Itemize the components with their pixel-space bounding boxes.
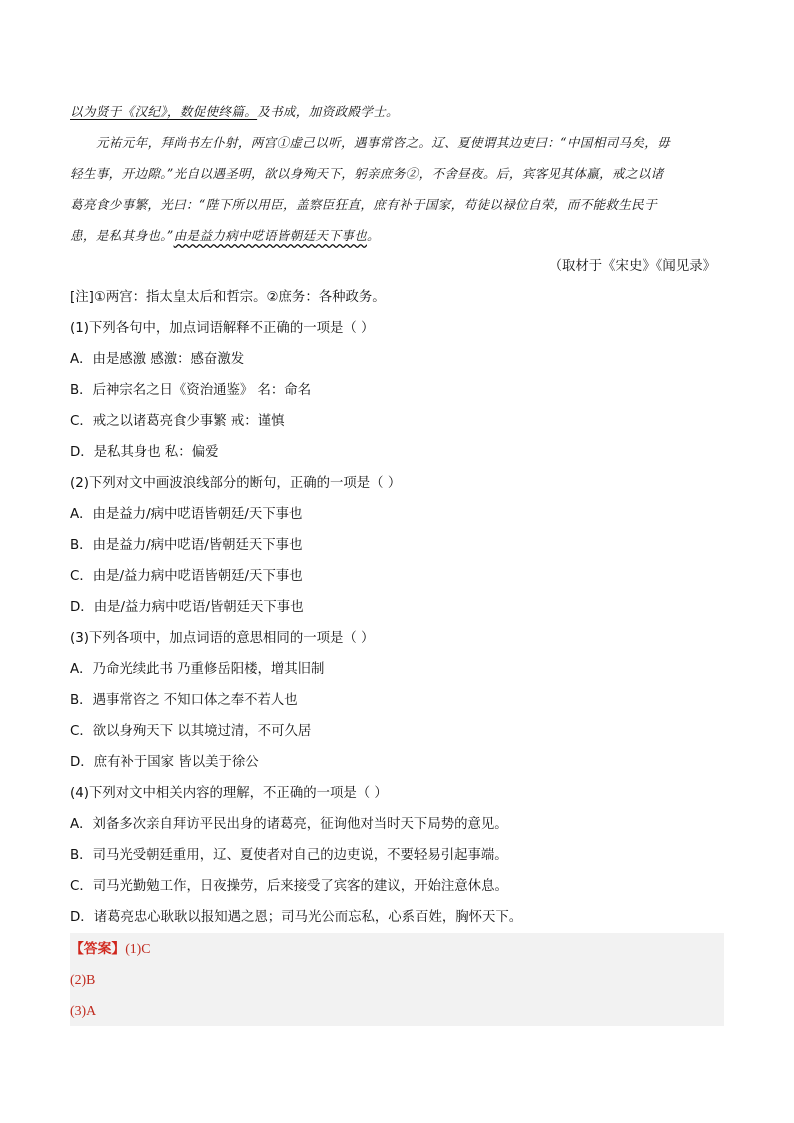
question-stem: (4)下列对文中相关内容的理解，不正确的一项是（ ）: [70, 786, 388, 801]
answer-block: [70, 933, 724, 1026]
answer-line-2: (2)B: [70, 972, 96, 987]
question-1: [70, 313, 724, 468]
document-page: [70, 96, 724, 1026]
question-stem: (3)下列各项中，加点词语的意思相同的一项是（ ）: [70, 631, 375, 646]
option-c: C．戒之以诸葛亮食少事繁 戒：谨慎: [70, 414, 285, 429]
option-c: C．司马光勤勉工作，日夜操劳，后来接受了宾客的建议，开始注意休息。: [70, 879, 508, 894]
passage-text: 及书成，加资政殿学士。: [257, 104, 399, 119]
option-a: A．刘备多次亲自拜访平民出身的诸葛亮，征询他对当时天下局势的意见。: [70, 817, 508, 832]
option-c: C．欲以身殉天下 以其境过清，不可久居: [70, 724, 312, 739]
answer-line-1: [70, 933, 724, 964]
option-b: B．遇事常咨之 不知口体之奉不若人也: [70, 693, 298, 708]
option-a: A．乃命光续此书 乃重修岳阳楼，增其旧制: [70, 662, 325, 677]
option-a: A．由是益力/病中呓语皆朝廷/天下事也: [70, 507, 303, 522]
wavy-underlined-sentence: 由是益力病中呓语皆朝廷天下事也: [173, 228, 367, 243]
option-d: D．诸葛亮忠心耿耿以报知遇之恩；司马光公而忘私，心系百姓，胸怀天下。: [70, 910, 523, 925]
annotation-note: [注]①两宫：指太皇太后和哲宗。②庶务：各种政务。: [70, 290, 386, 305]
underlined-sentence: 以为贤于《汉纪》，数促使终篇。: [70, 104, 258, 119]
question-3: [70, 623, 724, 778]
passage-text: 患，是私其身也。”: [70, 228, 174, 243]
option-b: B．司马光受朝廷重用，辽、夏使者对自己的边吏说，不要轻易引起事端。: [70, 848, 508, 863]
question-2: [70, 468, 724, 623]
option-d: D．由是/益力病中呓语/皆朝廷天下事也: [70, 600, 304, 615]
option-b: B．由是益力/病中呓语/皆朝廷天下事也: [70, 538, 303, 553]
passage-line-1: [70, 96, 724, 127]
option-d: D．庶有补于国家 皆以美于徐公: [70, 755, 259, 770]
question-stem: (1)下列各句中，加点词语解释不正确的一项是（ ）: [70, 321, 375, 336]
option-a: A．由是感激 感激：感奋激发: [70, 352, 245, 367]
source-citation: （取材于《宋史》《闻见录》: [548, 259, 716, 274]
question-stem: (2)下列对文中画波浪线部分的断句，正确的一项是（ ）: [70, 476, 402, 491]
option-d: D．是私其身也 私：偏爱: [70, 445, 219, 460]
answer-tag: 【答案】: [70, 941, 126, 956]
option-c: C．由是/益力病中呓语皆朝廷/天下事也: [70, 569, 303, 584]
question-4: [70, 778, 724, 933]
passage-line-3: 轻生事，开边隙。”光自以遇圣明，欲以身殉天下，躬亲庶务②，不舍昼夜。后，宾客见其体羸，戒之以诸: [70, 166, 664, 181]
answer-line-3: (3)A: [70, 1003, 97, 1018]
passage-line-5: [70, 220, 724, 251]
passage-text: 。: [367, 228, 380, 243]
answer-value: (1)C: [125, 941, 151, 956]
passage-line-4: 葛亮食少事繁，光曰：“陛下所以用臣，盖察臣狂直，庶有补于国家，苟徒以禄位自荣，而不能救生民于: [70, 197, 657, 212]
passage-line-2: 元祐元年，拜尚书左仆射，两宫①虚己以听，遇事常咨之。辽、夏使谓其边吏曰：“中国相司马矣，毋: [96, 135, 671, 150]
option-b: B．后神宗名之日《资治通鉴》 名：命名: [70, 383, 312, 398]
